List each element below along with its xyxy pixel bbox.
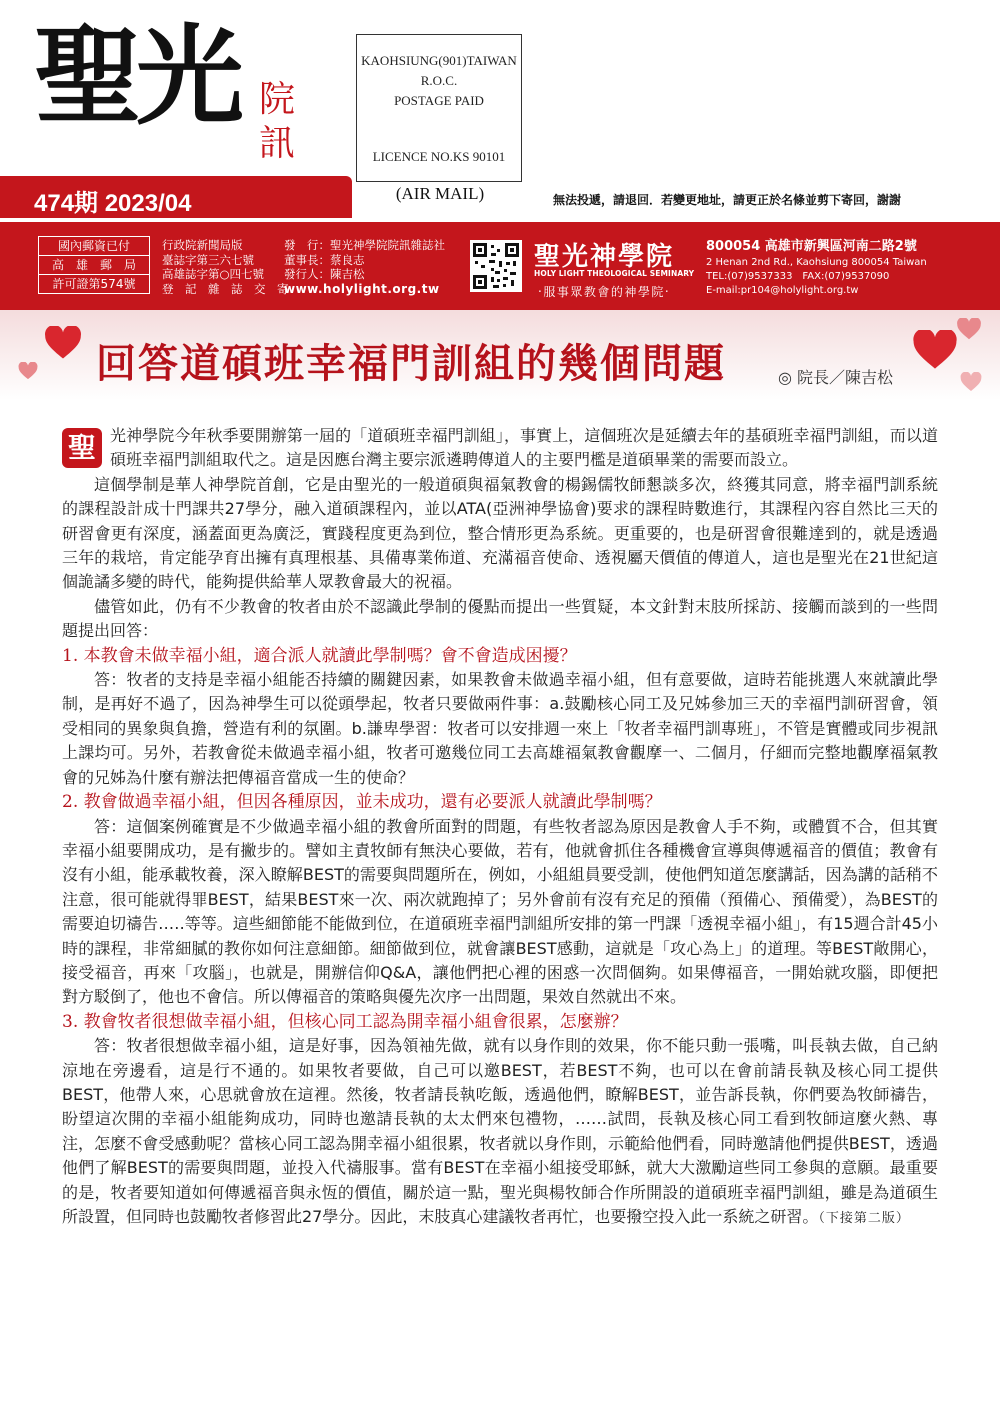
issuer: 發行人：陳吉松: [284, 267, 365, 281]
permit-line: 高 雄 郵 局: [39, 256, 149, 275]
website-link[interactable]: www.holylight.org.tw: [284, 281, 440, 296]
question-heading: 1. 本教會未做幸福小組，適合派人就讀此學制嗎？會不會造成困擾？: [62, 645, 577, 666]
chairman: 董事長：蔡良志: [284, 252, 365, 267]
paragraph: [62, 424, 938, 473]
continued-note: （下接第二版）: [818, 1211, 910, 1226]
seminary-motto: ‧服事眾教會的神學院‧: [538, 285, 671, 299]
article-body: [62, 424, 938, 1231]
article-byline: ◎ 院長／陳吉松: [778, 368, 894, 387]
heart-icon: [44, 326, 82, 360]
postage-line-2: R.O.C.: [420, 73, 458, 88]
postage-line-1: KAOHSIUNG(901)TAIWAN: [361, 53, 517, 68]
question-heading: 2. 教會做過幸福小組，但因各種原因，並未成功，還有必要派人就讀此學制嗎？: [62, 792, 662, 813]
drop-cap: 聖: [62, 428, 102, 468]
registration-info: [162, 238, 289, 296]
qr-code-icon: [470, 240, 522, 292]
address-zh: 800054 高雄市新興區河南二路2號: [706, 239, 917, 254]
postage-paid-box: [356, 34, 522, 182]
newsletter-logo-subtitle: 院訊: [258, 79, 295, 164]
newsletter-logo: 聖光: [34, 14, 239, 140]
air-mail-label: (AIR MAIL): [395, 184, 485, 203]
answer-text: 答：牧者很想做幸福小組，這是好事，因為領袖先做，就有以身作則的效果，你不能只動一張嘴，叫長執去做，自己納涼地在旁邊看，這是行不通的。如果牧者要做，自己可以邀BEST，若BEST不夠，也可以在會前請長執及核心同工提供BEST，他帶人來，心思就會放在這裡。然後，牧者請長執吃飯，透過他們，瞭解BEST，並告訴長執，你們要為牧師禱告，盼望這次開的幸福小組能夠成功，同時也邀請長執的太太們來包禮物，……試問，長執及核心同工看到牧師這麼火熱、專注，怎麼不會受感動呢？當核心同工認為開幸福小組很累，牧者就以身作則，示範給他們看，同時邀請他們提供BEST，透過他們了解BEST的需要與問題，並投入代禱服事。當有BEST在幸福小組接受耶穌，就大大激勵這些同工參與的意願。最重要的是，牧者要知道如何傳遞福音與永恆的價值，關於這一點，聖光與楊牧師合作所開設的道碩班幸福門訓組，雖是為道碩生所設置，但同時也鼓勵牧者修習此27學分。因此，末肢真心建議牧者再忙，也要撥空投入此一系統之研習。: [62, 1036, 938, 1226]
permit-line: 許可證第574號: [52, 277, 136, 291]
heart-icon: [956, 318, 982, 340]
postage-licence: LICENCE NO.KS 90101: [372, 149, 506, 164]
answer-paragraph: 答：這個案例確實是不少做過幸福小組的教會所面對的問題，有些牧者認為原因是教會人手不夠，或體質不合，但其實幸福小組要開成功，是有撇步的。譬如主責牧師有無決心要做，若有，他就會抓住各種機會宣導與傳遞福音的價值；教會有沒有小組，能承載牧養，深入瞭解BEST的需要與問題所在，例如，小組組員要受訓，使他們知道怎麼講話，因為講的話稍不注意，很可能就得罪BEST，結果BEST來一次、兩次就跑掉了；另外會前有沒有充足的預備（預備心、預備愛），為BEST的需要迫切禱告…‥等等。這些細節能不能做到位，在道碩班幸福門訓組所安排的第一門課「透視幸福小組」，有15週合計45小時的課程，非常細膩的教你如何注意細節。細節做到位，就會讓BEST感動，這就是「攻心為上」的道理。等BEST敞開心，接受福音，再來「攻腦」，也就是，開辦信仰Q&A，讓他們把心裡的困惑一次問個夠。如果傳福音，一開始就攻腦，即便把對方駁倒了，他也不會信。所以傳福音的策略與優先次序一出問題，果效自然就出不來。: [62, 816, 938, 1007]
masthead: [0, 0, 1000, 230]
postal-permit-box: [38, 236, 150, 294]
seminary-name: 聖光神學院: [534, 242, 675, 272]
permit-line: 國內郵資已付: [39, 237, 149, 256]
registration-line: 臺誌字第三六七號: [162, 252, 254, 267]
answer-paragraph: [62, 1034, 938, 1231]
tel-fax: TEL:(07)9537333 FAX:(07)9537090: [706, 271, 890, 282]
answer-paragraph: 答：牧者的支持是幸福小組能否持續的關鍵因素，如果教會未做過幸福小組，但有意要做，這時若能挑選人來就讀此學制，是再好不過了，因為神學生可以從頭學起，牧者只要做兩件事：a.鼓勵核心同工及兄姊參加三天的幸福門訓研習會，領受相同的異象與負擔，營造有利的氛圍。b.謙卑學習：牧者可以安排週一來上「牧者幸福門訓專班」，不管是實體或同步視訊上課均可。另外，若教會從未做過幸福小組，牧者可邀幾位同工去高雄福氣教會觀摩一、二個月，仔細而完整地觀摩福氣教會的兄姊為什麼有辦法把傳福音當成一生的使命？: [62, 670, 938, 787]
publisher: 發 行：聖光神學院院訊雜誌社: [284, 238, 445, 252]
registration-line: 高雄誌字第○四七號: [162, 267, 265, 281]
heart-icon: [912, 330, 958, 370]
paragraph: 這個學制是華人神學院首創，它是由聖光的一般道碩與福氣教會的楊錫儒牧師懇談多次，終獲其同意，將幸福門訓系統的課程設計成十門課共27學分，融入道碩課程內，並以ATA(亞洲神學協會)要求的課程時數進行，其課程內容自然比三天的研習會更有深度，涵蓋面更為廣泛，實踐程度更為到位，整合情形更為系統。更重要的，也是研習會很難達到的，就是透過三年的栽培，肯定能孕育出擁有真理根基、具備專業佈道、充滿福音使命、透視屬天價值的傳道人，這也是聖光在21世紀這個詭譎多變的時代，能夠提供給華人眾教會最大的祝福。: [62, 474, 938, 592]
paragraph: 儘管如此，仍有不少教會的牧者由於不認識此學制的優點而提出一些質疑，本文針對末肢所採訪、接觸而談到的一些問題提出回答：: [62, 596, 938, 641]
registration-line: 行政院新聞局版: [162, 238, 243, 252]
address-en: 2 Henan 2nd Rd., Kaohsiung 800054 Taiwan: [706, 257, 927, 268]
heart-icon: [960, 372, 982, 392]
return-note: 無法投遞，請退回．若變更地址，請更正於名條並剪下寄回，謝謝: [553, 193, 902, 207]
question-heading: 3. 教會牧者很想做幸福小組，但核心同工認為開幸福小組會很累，怎麼辦？: [62, 1011, 628, 1032]
email-link[interactable]: E-mail:pr104@holylight.org.tw: [706, 285, 859, 296]
registration-line: 登 記 雜 誌 交 寄: [162, 281, 289, 296]
paragraph-text: 光神學院今年秋季要開辦第一屆的「道碩班幸福門訓組」，事實上，這個班次是延續去年的基碩班幸福門訓組，而以道碩班幸福門訓組取代之。這是因應台灣主要宗派遴聘傳道人的主要門檻是道碩畢業的需要而設立。: [110, 426, 938, 470]
issue-number: 474期 2023/04: [34, 190, 192, 217]
postage-line-3: POSTAGE PAID: [394, 93, 484, 108]
publisher-info: [284, 238, 445, 296]
heart-icon: [18, 362, 38, 380]
article-title: 回答道碩班幸福門訓組的幾個問題: [96, 340, 726, 387]
seminary-name-en: HOLY LIGHT THEOLOGICAL SEMINARY: [534, 269, 695, 278]
seminary-address: [706, 238, 927, 298]
